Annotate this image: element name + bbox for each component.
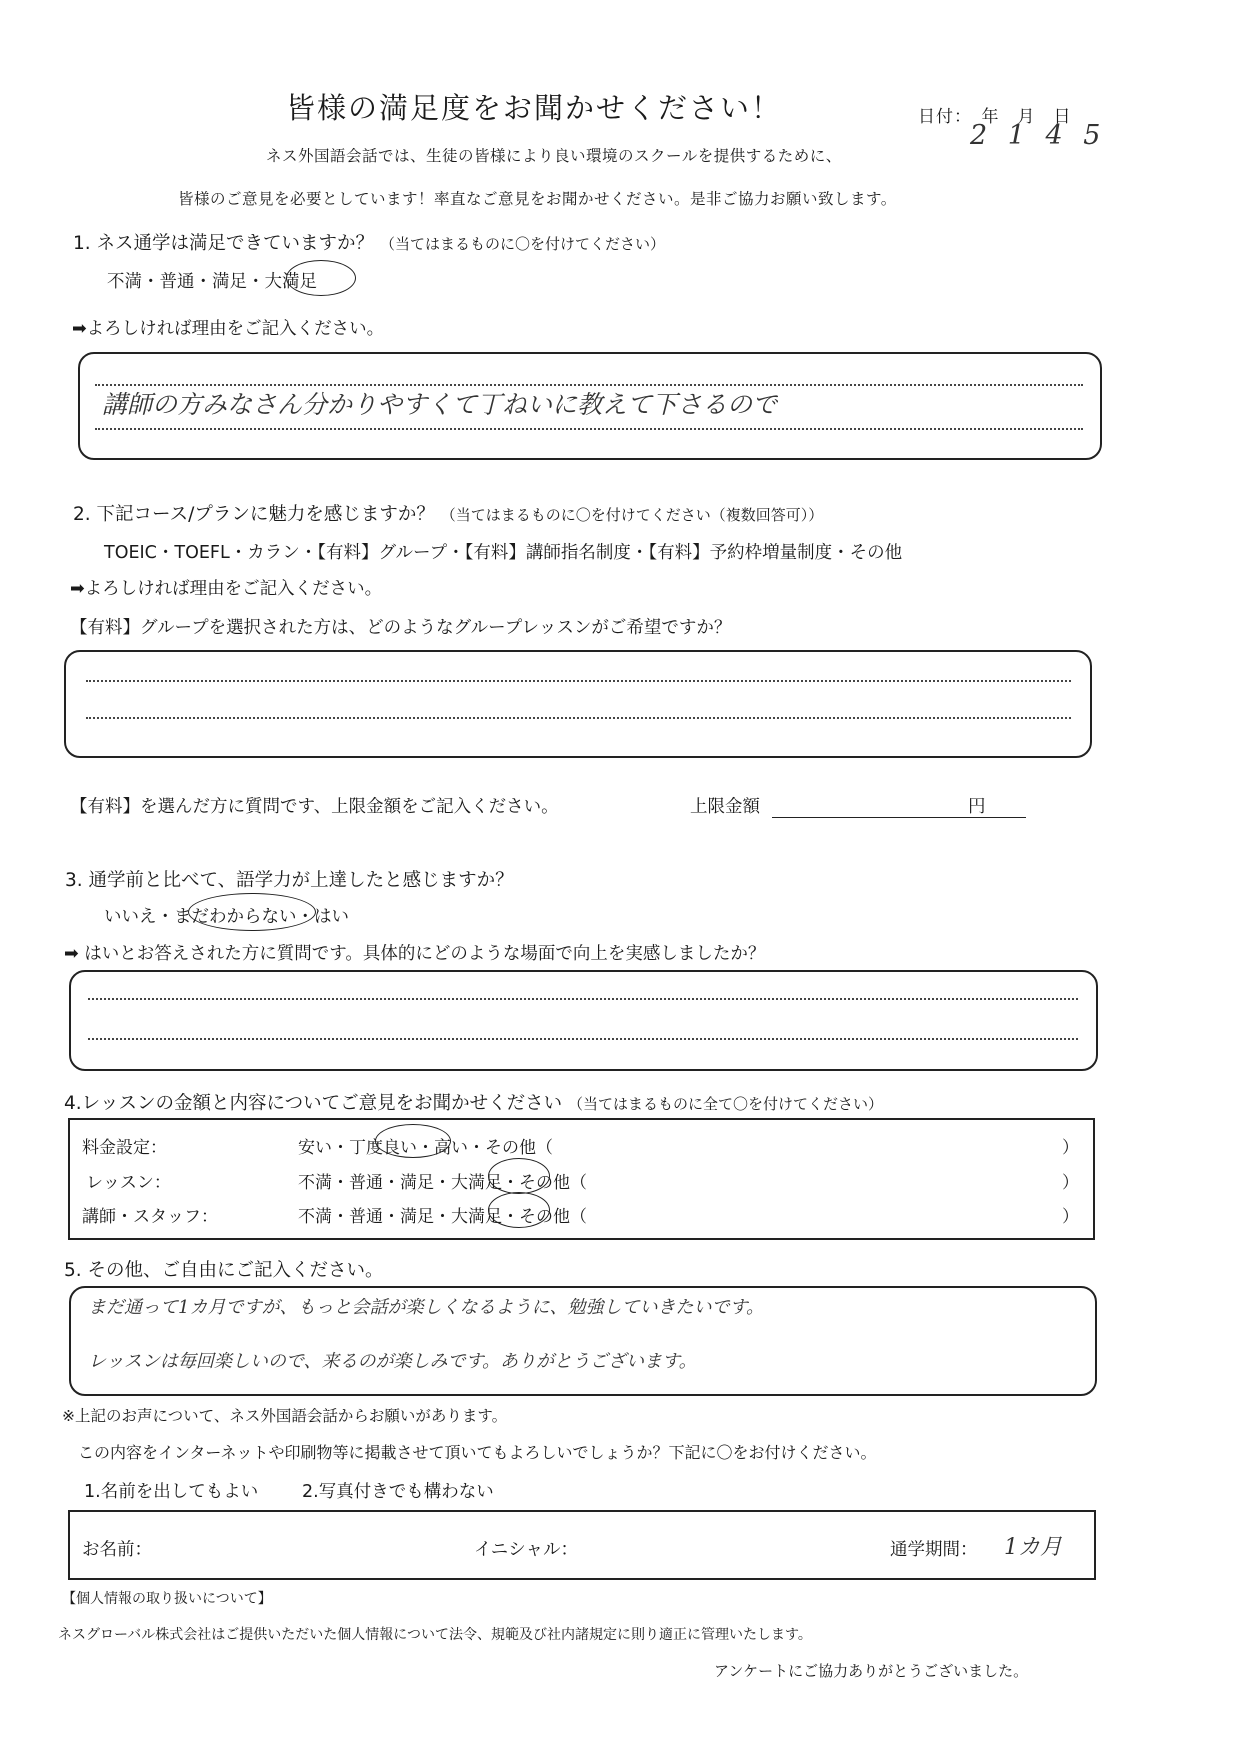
period-handwritten-value: 1カ月 xyxy=(1004,1535,1062,1560)
q4-row-price-options: 安い・丁度良い・高い・その他（ xyxy=(298,1138,553,1158)
q2-yen-label: 円 xyxy=(968,797,986,817)
q4-lesson-selection-circle xyxy=(488,1158,550,1194)
q1-dotted-line-2 xyxy=(95,428,1083,430)
q4-note: （当てはまるものに全て〇を付けてください） xyxy=(568,1095,884,1113)
q2-answer-box[interactable] xyxy=(64,650,1092,758)
q4-row-lesson-close: ） xyxy=(1062,1173,1079,1193)
q5-handwritten-line-2: レッスンは毎回楽しいので、来るのが楽しみです。ありがとうございます。 xyxy=(88,1351,697,1372)
q2-options: TOEIC・TOEFL・カラン・【有料】グループ・【有料】講師指名制度・【有料】予約枠増量制度・その他 xyxy=(104,543,903,563)
q5-handwritten-line-1: まだ通って1カ月ですが、もっと会話が楽しくなるように、勉強していきたいです。 xyxy=(88,1297,765,1318)
q2-limit-input-line[interactable] xyxy=(772,817,1026,818)
q4-staff-selection-circle xyxy=(488,1192,550,1228)
q2-limit-label: 上限金額 xyxy=(690,797,760,817)
q3-dotted-line-1 xyxy=(88,998,1078,1000)
q4-row-lesson-label: レッスン： xyxy=(86,1173,171,1193)
intro-line-2: 皆様のご意見を必要としています！率直なご意見をお聞かせください。是非ご協力お願い致します。 xyxy=(178,190,897,208)
q1-note: （当てはまるものに〇を付けてください） xyxy=(379,235,665,253)
q3-selection-circle xyxy=(188,893,316,931)
date-label: 日付： 年 月 日 xyxy=(918,107,1072,127)
q3-followup: ➡ はいとお答えされた方に質問です。具体的にどのような場面で向上を実感しましたか？ xyxy=(64,944,766,964)
date-handwritten: 2 1 4 5 xyxy=(970,120,1107,151)
q1-question-text: 1. ネス通学は満足できていますか？ xyxy=(73,233,375,254)
q4-price-selection-circle xyxy=(375,1124,451,1158)
q1-reason-prompt: ➡よろしければ理由をご記入ください。 xyxy=(72,319,385,339)
q4-row-lesson-options: 不満・普通・満足・大満足・その他（ xyxy=(298,1173,587,1193)
q2-reason-prompt: ➡よろしければ理由をご記入ください。 xyxy=(70,579,383,599)
q5-question: 5. その他、ご自由にご記入ください。 xyxy=(64,1260,384,1281)
q2-question xyxy=(73,500,823,526)
q2-limit-prompt: 【有料】を選んだ方に質問です、上限金額をご記入ください。 xyxy=(70,797,559,817)
thanks-text: アンケートにご協力ありがとうございました。 xyxy=(714,1662,1029,1680)
consent-note: ※上記のお声について、ネス外国語会話からお願いがあります。 xyxy=(62,1407,508,1425)
intro-line-1: ネス外国語会話では、生徒の皆様により良い環境のスクールを提供するために、 xyxy=(266,147,842,165)
q3-dotted-line-2 xyxy=(88,1038,1078,1040)
q1-handwritten-answer: 講師の方みなさん分かりやすくて丁ねいに教えて下さるので xyxy=(102,390,778,419)
consent-option-2[interactable]: 2.写真付きでも構わない xyxy=(302,1482,494,1502)
q1-selection-circle xyxy=(286,260,356,296)
q2-question-text: 2. 下記コース/プランに魅力を感じますか？ xyxy=(73,504,435,525)
initial-label: イニシャル： xyxy=(474,1540,578,1560)
period-label: 通学期間： xyxy=(890,1540,978,1560)
q4-row-price-close: ） xyxy=(1062,1138,1079,1158)
page-title: 皆様の満足度をお聞かせください！ xyxy=(286,91,783,125)
q4-question xyxy=(64,1089,883,1115)
privacy-text: ネスグローバル株式会社はご提供いただいた個人情報について法令、規範及び社内諸規定に則り適正に管理いたします。 xyxy=(58,1627,812,1643)
q3-options: いいえ・まだわからない・はい xyxy=(104,907,349,927)
q3-answer-box[interactable] xyxy=(69,970,1098,1071)
consent-question: この内容をインターネットや印刷物等に掲載させて頂いてもよろしいでしょうか？下記に〇をお付けください。 xyxy=(78,1443,877,1462)
q2-note: （当てはまるものに〇を付けてください（複数回答可）） xyxy=(440,506,824,524)
q2-group-prompt: 【有料】グループを選択された方は、どのようなグループレッスンがご希望ですか？ xyxy=(70,618,732,638)
q1-options: 不満・普通・満足・大満足 xyxy=(107,272,317,292)
q1-question xyxy=(73,229,665,255)
name-label: お名前： xyxy=(82,1540,152,1560)
q2-dotted-line-2 xyxy=(86,717,1071,719)
q3-question: 3. 通学前と比べて、語学力が上達したと感じますか？ xyxy=(65,870,514,891)
privacy-title: 【個人情報の取り扱いについて】 xyxy=(62,1591,272,1607)
q4-row-staff-label: 講師・スタッフ： xyxy=(82,1207,218,1227)
q4-row-price-label: 料金設定： xyxy=(82,1138,167,1158)
q2-dotted-line-1 xyxy=(86,680,1071,682)
q4-row-staff-close: ） xyxy=(1062,1207,1079,1227)
q4-question-text: 4.レッスンの金額と内容についてご意見をお聞かせください xyxy=(64,1093,563,1114)
consent-option-1[interactable]: 1.名前を出してもよい xyxy=(84,1482,259,1502)
q4-row-staff-options: 不満・普通・満足・大満足・その他（ xyxy=(298,1207,587,1227)
